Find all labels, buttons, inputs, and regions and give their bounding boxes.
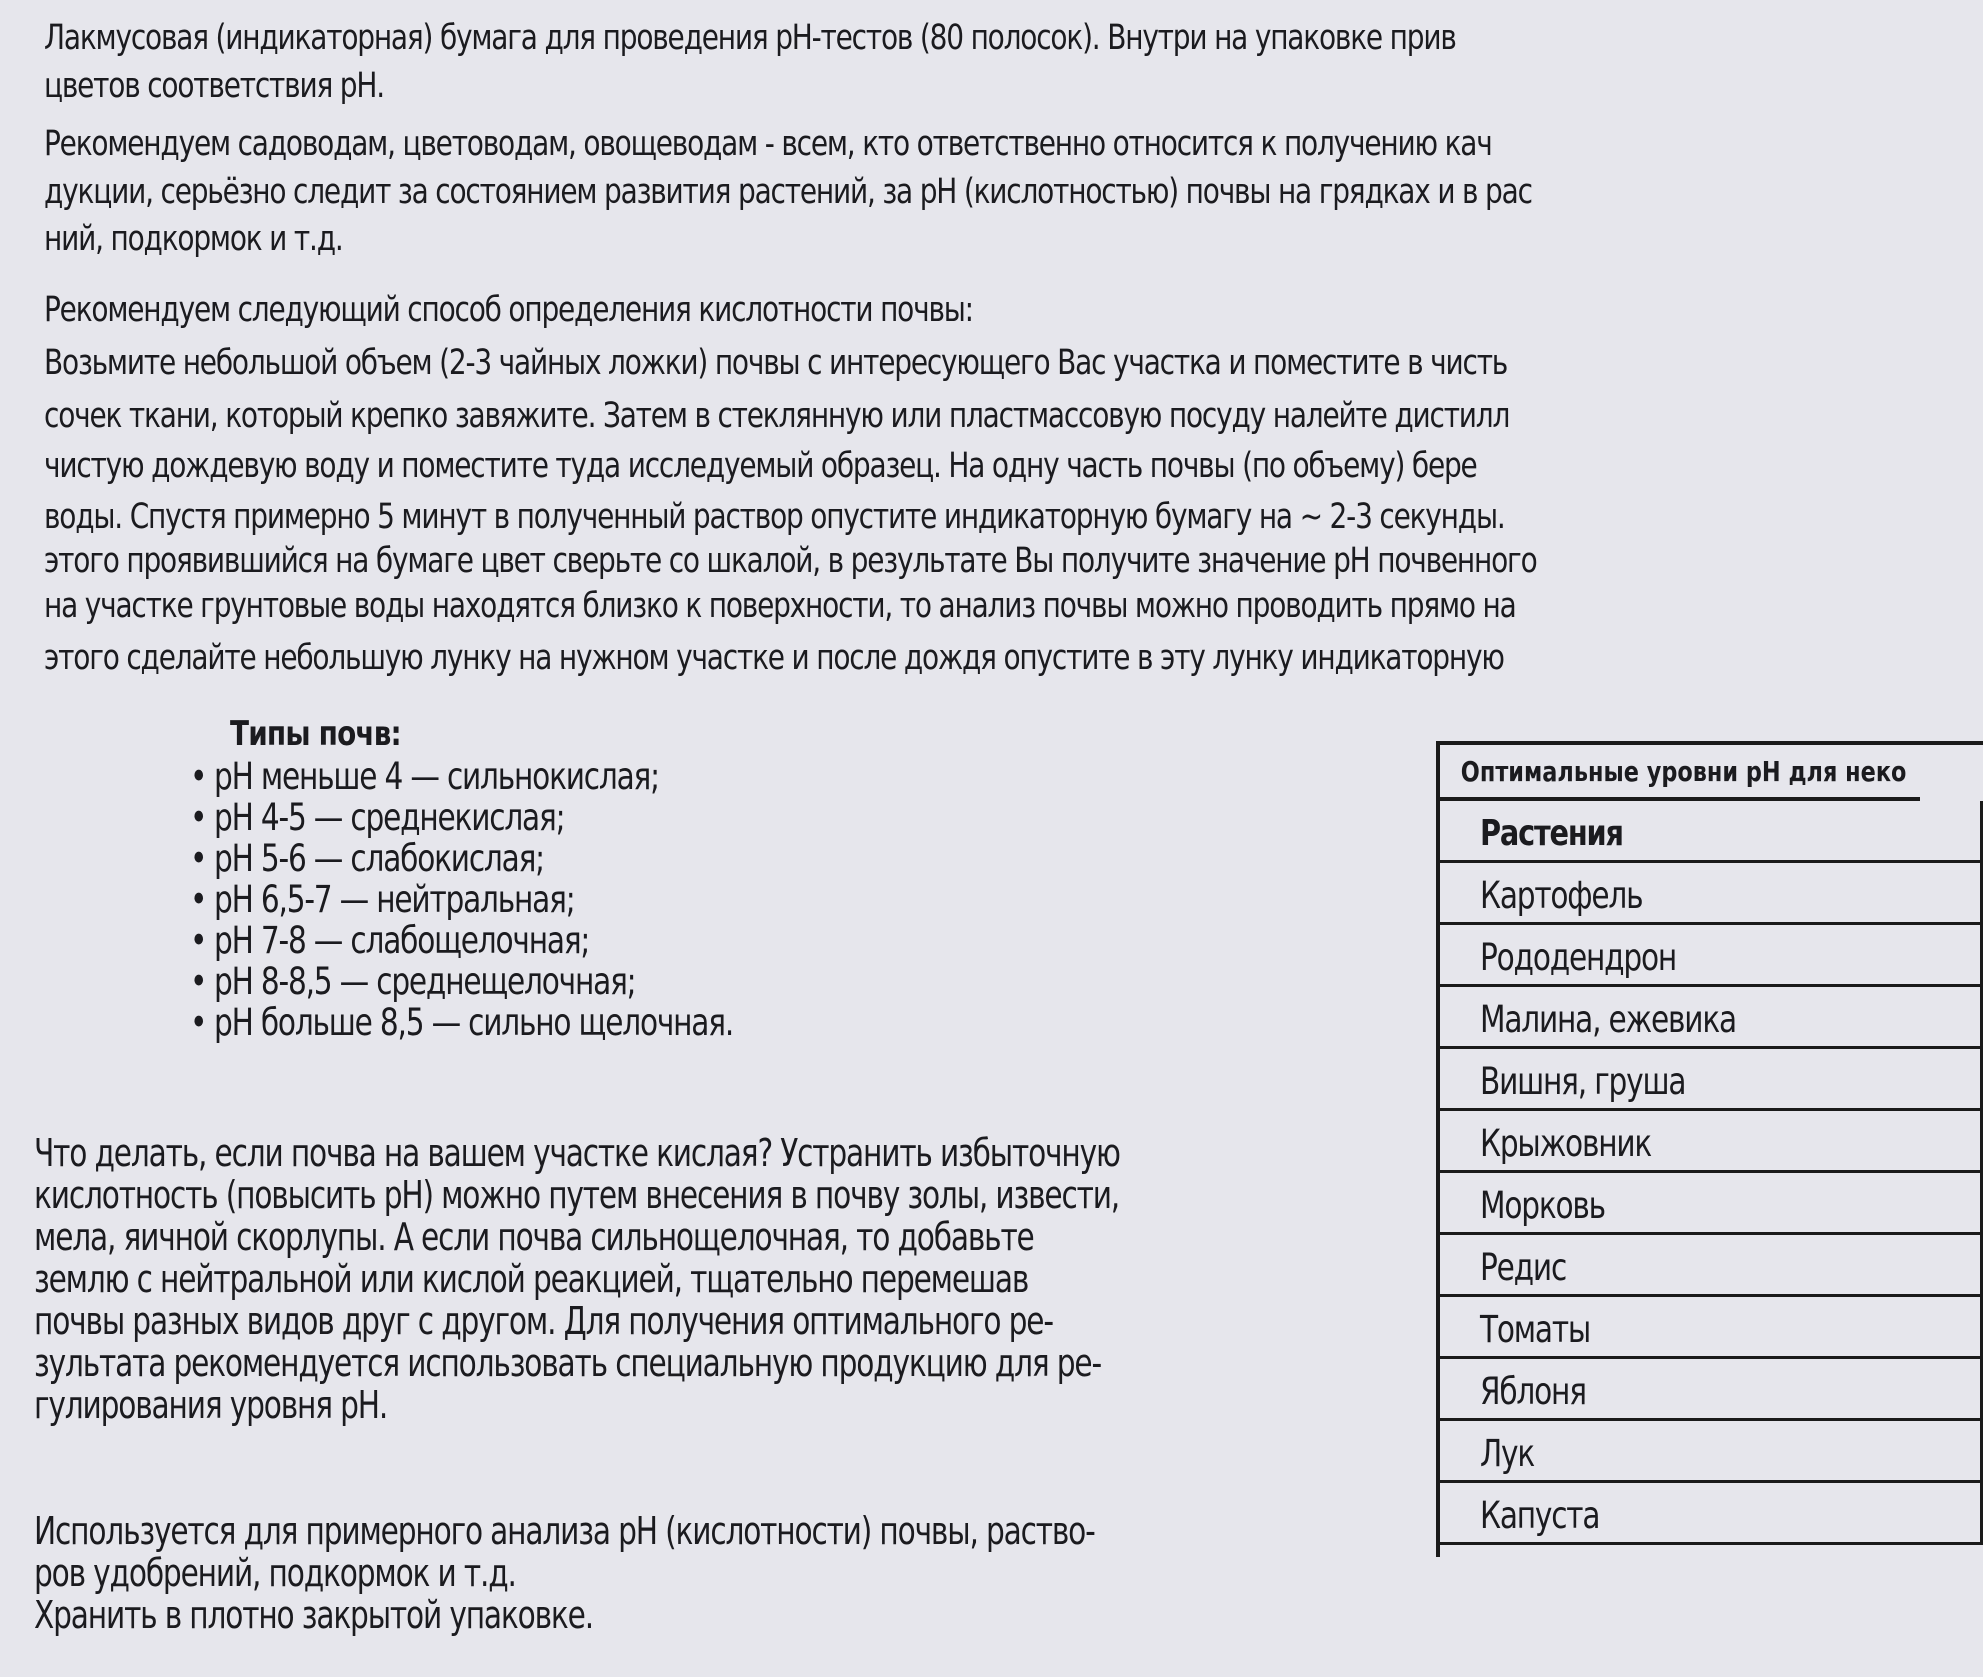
soil-type-text: рН 4-5 — среднекислая; (214, 796, 565, 839)
paragraph-line: почвы разных видов друг с другом. Для получения оптимального ре- (34, 1299, 1053, 1343)
intro-line: дукции, серьёзно следит за состоянием развития растений, за рН (кислотностью) почвы на грядках и в рас (44, 172, 1532, 212)
soil-type-text: рН 7-8 — слабощелочная; (214, 919, 590, 962)
soil-type-text: рН 5-6 — слабокислая; (214, 837, 544, 880)
table-row (1440, 925, 1983, 987)
paragraph-line: зультата рекомендуется использовать специальную продукцию для ре- (34, 1341, 1101, 1385)
bullet: • (190, 755, 207, 798)
paragraph-line: Хранить в плотно закрытой упаковке. (34, 1593, 593, 1637)
soil-type-text: рН 6,5-7 — нейтральная; (214, 878, 575, 921)
optimal-ph-table (1436, 741, 1983, 1557)
plant-name: Картофель (1480, 874, 1643, 917)
paragraph-line: ров удобрений, подкормок и т.д. (34, 1551, 516, 1595)
method-line: сочек ткани, который крепко завяжите. Затем в стеклянную или пластмассовую посуду налейте дистилл (44, 396, 1510, 436)
list-item (190, 920, 733, 961)
soil-type-text: рН меньше 4 — сильнокислая; (214, 755, 659, 798)
method-line: чистую дождевую воду и поместите туда исследуемый образец. На одну часть почвы (по объему) бере (44, 446, 1477, 486)
column-header-plants: Растения (1480, 813, 1623, 854)
plant-name: Редис (1480, 1246, 1567, 1289)
bullet: • (190, 960, 207, 1003)
list-item (190, 1002, 733, 1043)
intro-line: Рекомендуем садоводам, цветоводам, овощеводам - всем, кто ответственно относится к получению кач (44, 124, 1492, 164)
soil-type-text: рН больше 8,5 — сильно щелочная. (214, 1001, 734, 1044)
plant-name: Малина, ежевика (1480, 998, 1736, 1041)
intro-line: цветов соответствия рН. (44, 66, 384, 106)
paragraph-line: гулирования уровня рН. (34, 1383, 388, 1427)
plant-name: Крыжовник (1480, 1122, 1652, 1165)
table-row (1440, 1359, 1983, 1421)
usage-paragraph (34, 1510, 1095, 1636)
table-row (1440, 1173, 1983, 1235)
list-item (190, 879, 733, 920)
bullet: • (190, 878, 207, 921)
table-row (1440, 1297, 1983, 1359)
soil-types-list (190, 756, 869, 1043)
table-caption: Оптимальные уровни рН для неко (1440, 745, 1920, 801)
plant-name: Томаты (1480, 1308, 1591, 1351)
plant-name: Лук (1480, 1432, 1535, 1475)
soil-types-title: Типы почв: (230, 714, 401, 754)
table-row (1440, 1483, 1983, 1545)
method-line: этого проявившийся на бумаге цвет сверьте со шкалой, в результате Вы получите значение рН почвенного (44, 541, 1537, 581)
paragraph-line: Что делать, если почва на вашем участке кислая? Устранить избыточную (34, 1131, 1120, 1175)
paragraph-line: кислотность (повысить рН) можно путем внесения в почву золы, извести, (34, 1173, 1120, 1217)
method-line: воды. Спустя примерно 5 минут в полученный раствор опустите индикаторную бумагу на ~ 2-3 секунды. (44, 497, 1505, 537)
plant-name: Яблоня (1480, 1370, 1586, 1413)
method-line: на участке грунтовые воды находятся близко к поверхности, то анализ почвы можно проводить прямо на (44, 586, 1516, 626)
plant-name: Вишня, груша (1480, 1060, 1686, 1103)
soil-type-text: рН 8-8,5 — среднещелочная; (214, 960, 636, 1003)
table-header-row (1440, 801, 1983, 863)
table-row (1440, 1049, 1983, 1111)
list-item (190, 756, 733, 797)
table-row (1440, 1235, 1983, 1297)
list-item (190, 961, 733, 1002)
method-line: этого сделайте небольшую лунку на нужном участке и после дождя опустите в эту лунку индикаторную (44, 638, 1504, 678)
acid-soil-paragraph (34, 1132, 1120, 1426)
table-row (1440, 1421, 1983, 1483)
bullet: • (190, 837, 207, 880)
intro-line: ний, подкормок и т.д. (44, 219, 343, 259)
plant-name: Капуста (1480, 1494, 1600, 1537)
list-item (190, 797, 733, 838)
table-row (1440, 1111, 1983, 1173)
paragraph-line: землю с нейтральной или кислой реакцией, тщательно перемешав (34, 1257, 1029, 1301)
paragraph-line: мела, яичной скорлупы. А если почва сильнощелочная, то добавьте (34, 1215, 1034, 1259)
plant-name: Морковь (1480, 1184, 1605, 1227)
paragraph-line: Используется для примерного анализа рН (кислотности) почвы, раство- (34, 1509, 1095, 1553)
table-row (1440, 987, 1983, 1049)
method-line: Возьмите небольшой объем (2-3 чайных ложки) почвы с интересующего Вас участка и поместите в чисть (44, 343, 1508, 383)
plant-name: Рододендрон (1480, 936, 1677, 979)
table-row (1440, 863, 1983, 925)
bullet: • (190, 919, 207, 962)
bullet: • (190, 796, 207, 839)
method-heading: Рекомендуем следующий способ определения кислотности почвы: (44, 290, 973, 330)
list-item (190, 838, 733, 879)
intro-line: Лакмусовая (индикаторная) бумага для проведения рН-тестов (80 полосок). Внутри на упаковке прив (44, 18, 1456, 58)
bullet: • (190, 1001, 207, 1044)
